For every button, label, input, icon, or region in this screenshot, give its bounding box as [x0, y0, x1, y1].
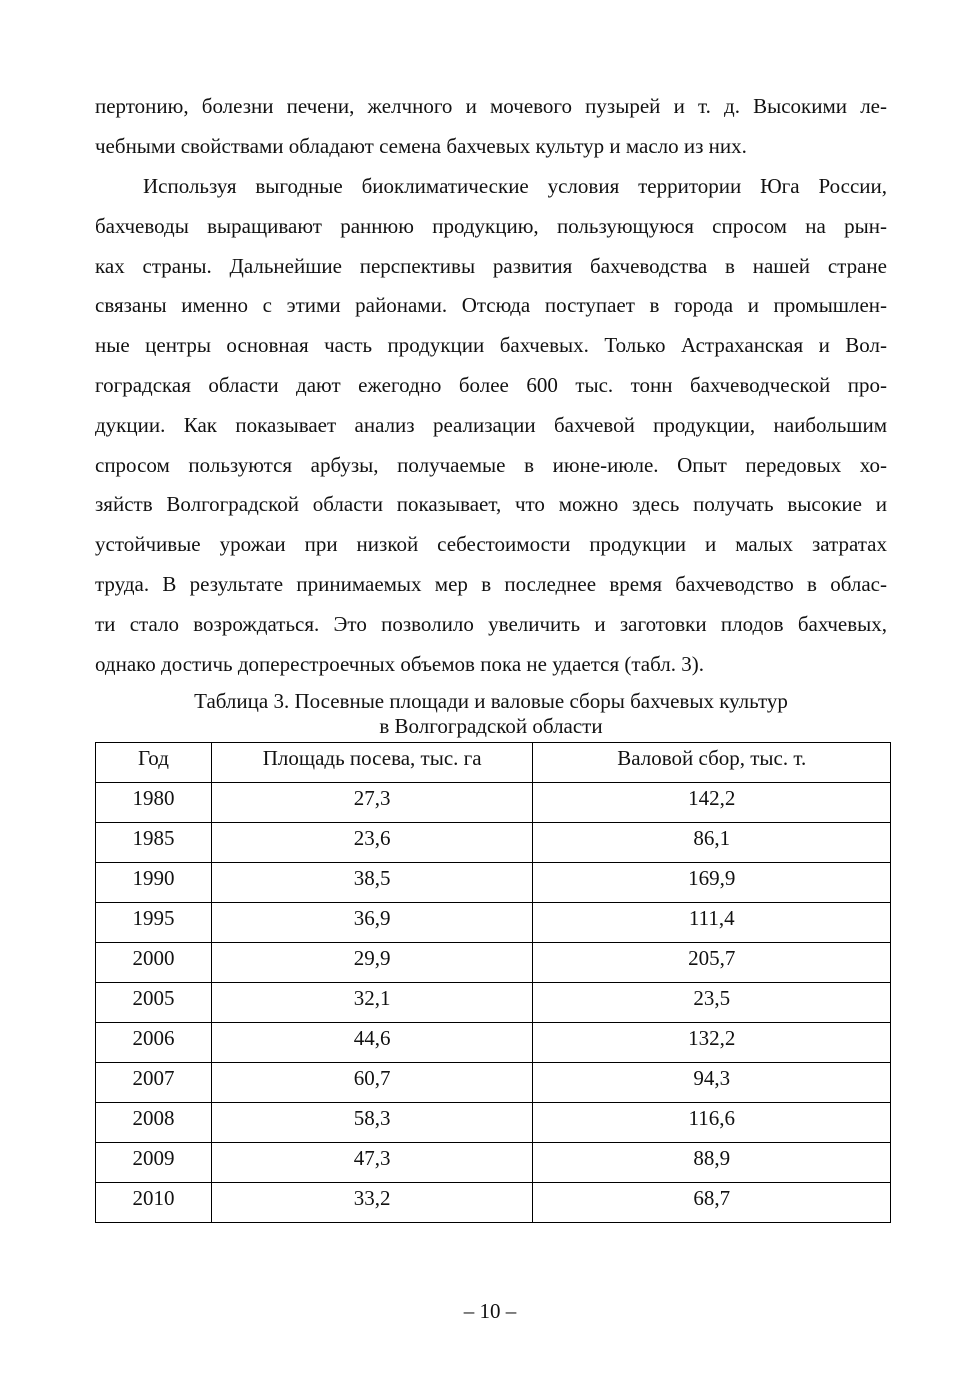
- paragraph-continued: [95, 87, 887, 167]
- cell-yield: 111,4: [533, 903, 891, 943]
- text-line: ках страны. Дальнейшие перспективы развития бахчеводства в нашей стране: [95, 253, 887, 278]
- cell-area: 27,3: [211, 783, 533, 823]
- header-yield: Валовой сбор, тыс. т.: [533, 743, 891, 783]
- table-caption-title: Таблица 3. Посевные площади и валовые сборы бахчевых культур: [194, 689, 788, 713]
- cell-yield: 86,1: [533, 823, 891, 863]
- text-line: спросом пользуются арбузы, получаемые в июне-июле. Опыт передовых хо-: [95, 452, 887, 477]
- cell-yield: 116,6: [533, 1103, 891, 1143]
- cell-yield: 142,2: [533, 783, 891, 823]
- cell-yield: 132,2: [533, 1023, 891, 1063]
- data-table: [95, 742, 891, 1223]
- page-number: – 10 –: [463, 1299, 517, 1323]
- text-line: пертонию, болезни печени, желчного и мочевого пузырей и т. д. Высокими ле-: [95, 94, 887, 118]
- cell-area: 36,9: [211, 903, 533, 943]
- text-line: гоградская области дают ежегодно более 600 тыс. тонн бахчеводческой про-: [95, 372, 887, 397]
- text-line: чебными свойствами обладают семена бахчевых культур и масло из них.: [95, 133, 747, 158]
- cell-yield: 88,9: [533, 1143, 891, 1183]
- cell-year: 2005: [96, 983, 212, 1023]
- text-line: устойчивые урожаи при низкой себестоимости продукции и малых затратах: [95, 532, 887, 557]
- cell-yield: 23,5: [533, 983, 891, 1023]
- cell-yield: 169,9: [533, 863, 891, 903]
- cell-area: 60,7: [211, 1063, 533, 1103]
- cell-area: 23,6: [211, 823, 533, 863]
- text-line: Используя выгодные биоклиматические условия территории Юга России,: [143, 174, 887, 198]
- table-row: [96, 823, 891, 863]
- table-row: [96, 1063, 891, 1103]
- text-line: бахчеводы выращивают раннюю продукцию, пользующуюся спросом на рын-: [95, 213, 887, 238]
- table-row: [96, 1023, 891, 1063]
- cell-area: 33,2: [211, 1183, 533, 1223]
- table-row: [96, 903, 891, 943]
- table-row: [96, 1183, 891, 1223]
- header-area: Площадь посева, тыс. га: [211, 743, 533, 783]
- table-row: [96, 863, 891, 903]
- cell-year: 2007: [96, 1063, 212, 1103]
- table-row: [96, 983, 891, 1023]
- text-line: дукции. Как показывает анализ реализации бахчевой продукции, наибольшим: [95, 412, 887, 437]
- cell-yield: 205,7: [533, 943, 891, 983]
- text-line: зяйств Волгоградской области показывает, что можно здесь получать высокие и: [95, 492, 887, 517]
- cell-year: 1990: [96, 863, 212, 903]
- text-line: однако достичь доперестроечных объемов пока не удается (табл. 3).: [95, 651, 705, 676]
- cell-area: 29,9: [211, 943, 533, 983]
- cell-year: 2009: [96, 1143, 212, 1183]
- cell-year: 2008: [96, 1103, 212, 1143]
- table-caption: [95, 689, 887, 739]
- cell-area: 38,5: [211, 863, 533, 903]
- table-row: [96, 1103, 891, 1143]
- cell-year: 2010: [96, 1183, 212, 1223]
- cell-year: 1980: [96, 783, 212, 823]
- table-row: [96, 943, 891, 983]
- header-year: Год: [96, 743, 212, 783]
- cell-year: 1985: [96, 823, 212, 863]
- cell-year: 2006: [96, 1023, 212, 1063]
- cell-area: 58,3: [211, 1103, 533, 1143]
- table-row: [96, 783, 891, 823]
- text-line: ные центры основная часть продукции бахчевых. Только Астраханская и Вол-: [95, 333, 887, 358]
- text-line: труда. В результате принимаемых мер в последнее время бахчеводство в облас-: [95, 571, 887, 596]
- paragraph-main: [95, 167, 887, 684]
- cell-year: 1995: [96, 903, 212, 943]
- cell-area: 47,3: [211, 1143, 533, 1183]
- cell-area: 32,1: [211, 983, 533, 1023]
- cell-yield: 68,7: [533, 1183, 891, 1223]
- cell-yield: 94,3: [533, 1063, 891, 1103]
- text-line: связаны именно с этими районами. Отсюда поступает в города и промышлен-: [95, 293, 887, 318]
- cell-year: 2000: [96, 943, 212, 983]
- cell-area: 44,6: [211, 1023, 533, 1063]
- table-caption-subtitle: в Волгоградской области: [379, 714, 603, 738]
- table-header-row: [96, 743, 891, 783]
- table-row: [96, 1143, 891, 1183]
- text-line: ти стало возрождаться. Это позволило увеличить и заготовки плодов бахчевых,: [95, 611, 887, 636]
